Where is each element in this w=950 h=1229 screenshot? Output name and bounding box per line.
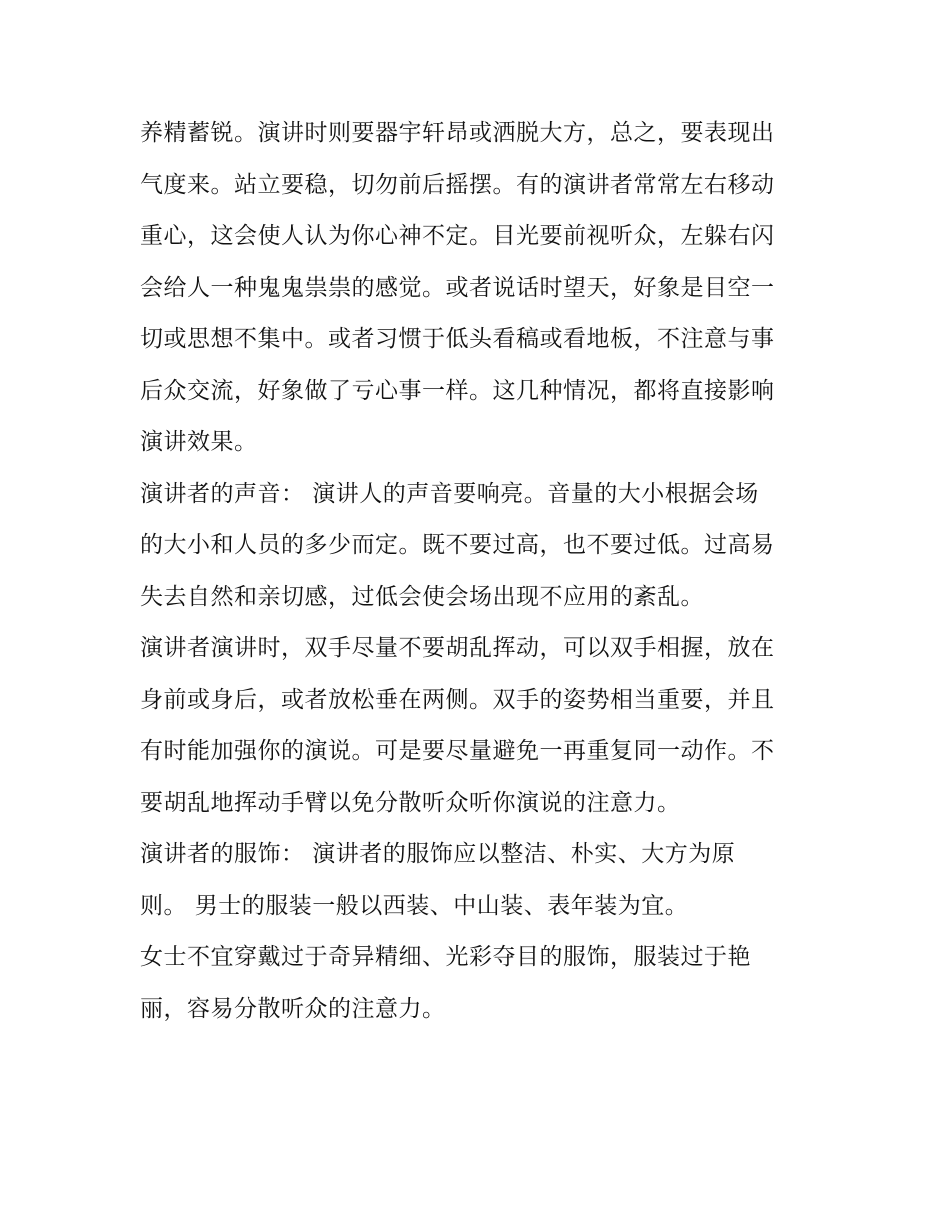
- text-line: 身前或身后，或者放松垂在两侧。双手的姿势相当重要，并且: [140, 686, 775, 713]
- text-line: 养精蓄锐。演讲时则要器宇轩昂或洒脱大方，总之，要表现出: [140, 120, 775, 146]
- text-line: 切或思想不集中。或者习惯于低头看稿或看地板，不注意与事: [140, 326, 775, 352]
- text-line: 的大小和人员的多少而定。既不要过高，也不要过低。过高易: [140, 532, 775, 558]
- text-line: 演讲效果。: [140, 429, 258, 455]
- text-line: 气度来。站立要稳，切勿前后摇摆。有的演讲者常常左右移动: [140, 171, 775, 198]
- text-line: 会给人一种鬼鬼祟祟的感觉。或者说话时望天，好象是目空一: [140, 274, 775, 301]
- text-line: 演讲者演讲时，双手尽量不要胡乱挥动，可以双手相握，放在: [140, 635, 775, 661]
- text-line: 丽，容易分散听众的注意力。: [140, 995, 446, 1022]
- text-line: 要胡乱地挥动手臂以免分散听众听你演说的注意力。: [140, 789, 681, 816]
- text-line: 演讲者的声音： 演讲人的声音要响亮。音量的大小根据会场: [140, 480, 759, 507]
- text-line: 演讲者的服饰： 演讲者的服饰应以整洁、朴实、大方为原: [140, 841, 736, 867]
- text-line: 有时能加强你的演说。可是要尽量避免一再重复同一动作。不: [140, 738, 775, 764]
- body-text: [140, 108, 820, 1035]
- text-line: 重心，这会使人认为你心神不定。目光要前视听众，左躲右闪: [140, 223, 775, 249]
- text-line: 则。 男士的服装一般以西装、中山装、表年装为宜。: [140, 892, 689, 919]
- text-line: 女士不宜穿戴过于奇异精细、光彩夺目的服饰，服装过于艳: [140, 944, 751, 970]
- text-line: 失去自然和亲切感，过低会使会场出现不应用的紊乱。: [140, 583, 704, 610]
- text-line: 后众交流，好象做了亏心事一样。这几种情况，都将直接影响: [140, 377, 775, 404]
